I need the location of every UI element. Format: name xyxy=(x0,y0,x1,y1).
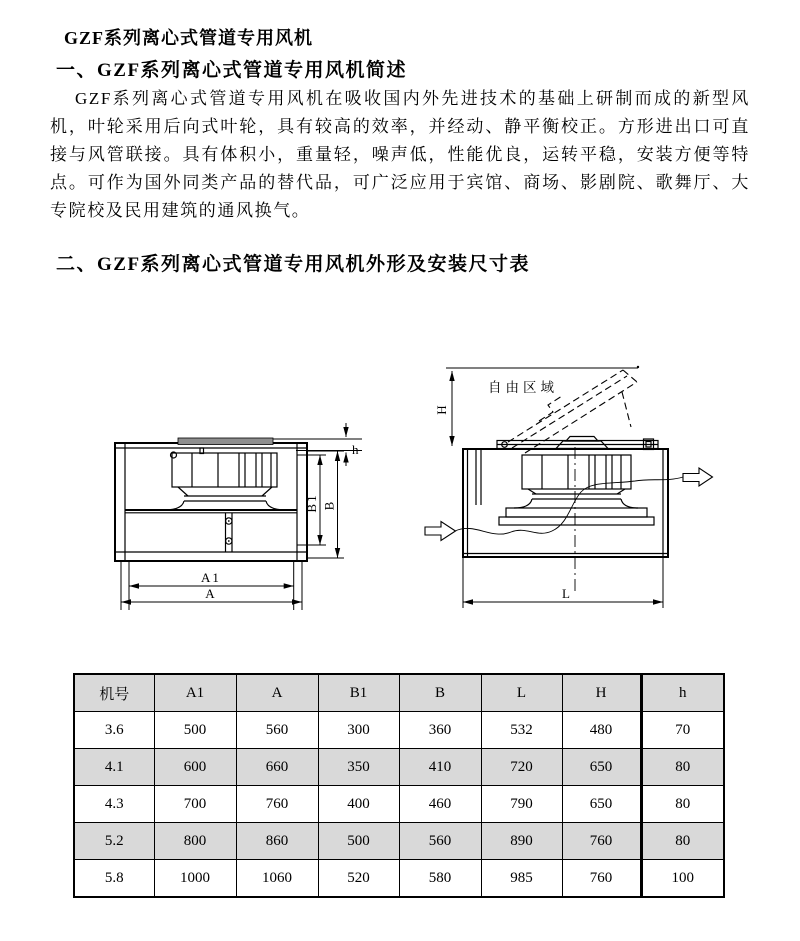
cell: 560 xyxy=(399,823,481,860)
motor-with-fins xyxy=(171,452,278,487)
dimension-h xyxy=(273,423,362,466)
cell: 80 xyxy=(641,786,724,823)
dim-label-h: h xyxy=(352,442,361,457)
cell: 360 xyxy=(399,712,481,749)
cell: 410 xyxy=(399,749,481,786)
front-view-drawing xyxy=(90,355,380,620)
cell: 460 xyxy=(399,786,481,823)
header-h-small: h xyxy=(641,674,724,712)
header-l: L xyxy=(481,674,562,712)
mid-partition xyxy=(125,510,297,552)
table-header-row xyxy=(74,674,724,712)
top-lid-strip xyxy=(178,438,273,445)
table-row xyxy=(74,712,724,749)
cell: 560 xyxy=(236,712,318,749)
dim-label-L: L xyxy=(562,586,572,601)
cell: 660 xyxy=(236,749,318,786)
cell: 985 xyxy=(481,860,562,898)
cell: 80 xyxy=(641,749,724,786)
cell: 350 xyxy=(318,749,399,786)
cell: 580 xyxy=(399,860,481,898)
cell: 4.1 xyxy=(74,749,154,786)
cell: 520 xyxy=(318,860,399,898)
cell: 720 xyxy=(481,749,562,786)
dimension-table xyxy=(73,673,725,898)
dim-label-a: A xyxy=(205,586,217,601)
dimension-L xyxy=(463,557,663,608)
cell: 500 xyxy=(154,712,236,749)
cell: 300 xyxy=(318,712,399,749)
cell: 760 xyxy=(236,786,318,823)
fan-housing-front xyxy=(115,443,307,561)
airflow-in-arrow xyxy=(425,522,456,541)
cell: 4.3 xyxy=(74,786,154,823)
section1-paragraph: GZF系列离心式管道专用风机在吸收国内外先进技术的基础上研制而成的新型风机，叶轮采用后向式叶轮，具有较高的效率，并经动、静平衡校正。方形进出口可直接与风管联接。具有体积小，重量轻，噪声低，性能优良，运转平稳，安装方便等特点。可作为国外同类产品的替代品，可广泛应用于宾馆、商场、影剧院、歌舞厅、大专院校及民用建筑的通风换气。 xyxy=(50,89,750,220)
free-area-and-dim-H xyxy=(434,368,638,446)
cell: 700 xyxy=(154,786,236,823)
header-a1: A1 xyxy=(154,674,236,712)
cell: 760 xyxy=(562,860,641,898)
cell: 650 xyxy=(562,749,641,786)
dim-label-H: H xyxy=(434,403,449,415)
cell: 5.8 xyxy=(74,860,154,898)
table-row xyxy=(74,749,724,786)
dim-label-a1: A1 xyxy=(201,570,221,585)
free-area-label: 自由区域 xyxy=(488,380,558,395)
dim-label-b: B xyxy=(321,499,337,511)
cell: 3.6 xyxy=(74,712,154,749)
inlet-cone-side xyxy=(499,489,654,525)
cell: 480 xyxy=(562,712,641,749)
table-row xyxy=(74,860,724,898)
inlet-cone xyxy=(164,487,286,510)
cell: 790 xyxy=(481,786,562,823)
cell: 650 xyxy=(562,786,641,823)
dim-label-b1: B1 xyxy=(304,493,319,513)
doc-title: GZF系列离心式管道专用风机 xyxy=(64,28,314,48)
side-view-drawing xyxy=(415,355,725,620)
cell: 5.2 xyxy=(74,823,154,860)
airflow-out-arrow xyxy=(683,468,713,486)
cell: 860 xyxy=(236,823,318,860)
cell: 80 xyxy=(641,823,724,860)
cell: 890 xyxy=(481,823,562,860)
cell: 532 xyxy=(481,712,562,749)
header-model: 机号 xyxy=(74,674,154,712)
table-row xyxy=(74,786,724,823)
header-b: B xyxy=(399,674,481,712)
cell: 760 xyxy=(562,823,641,860)
cell: 800 xyxy=(154,823,236,860)
section2-heading: 二、GZF系列离心式管道专用风机外形及安装尺寸表 xyxy=(56,254,531,275)
cell: 100 xyxy=(641,860,724,898)
header-a: A xyxy=(236,674,318,712)
cell: 600 xyxy=(154,749,236,786)
cell: 400 xyxy=(318,786,399,823)
fan-housing-side xyxy=(463,449,668,557)
header-b1: B1 xyxy=(318,674,399,712)
cell: 1060 xyxy=(236,860,318,898)
cell: 1000 xyxy=(154,860,236,898)
section1-heading: 一、GZF系列离心式管道专用风机简述 xyxy=(56,60,408,81)
table-row xyxy=(74,823,724,860)
cell: 500 xyxy=(318,823,399,860)
header-h-cap: H xyxy=(562,674,641,712)
cell: 70 xyxy=(641,712,724,749)
